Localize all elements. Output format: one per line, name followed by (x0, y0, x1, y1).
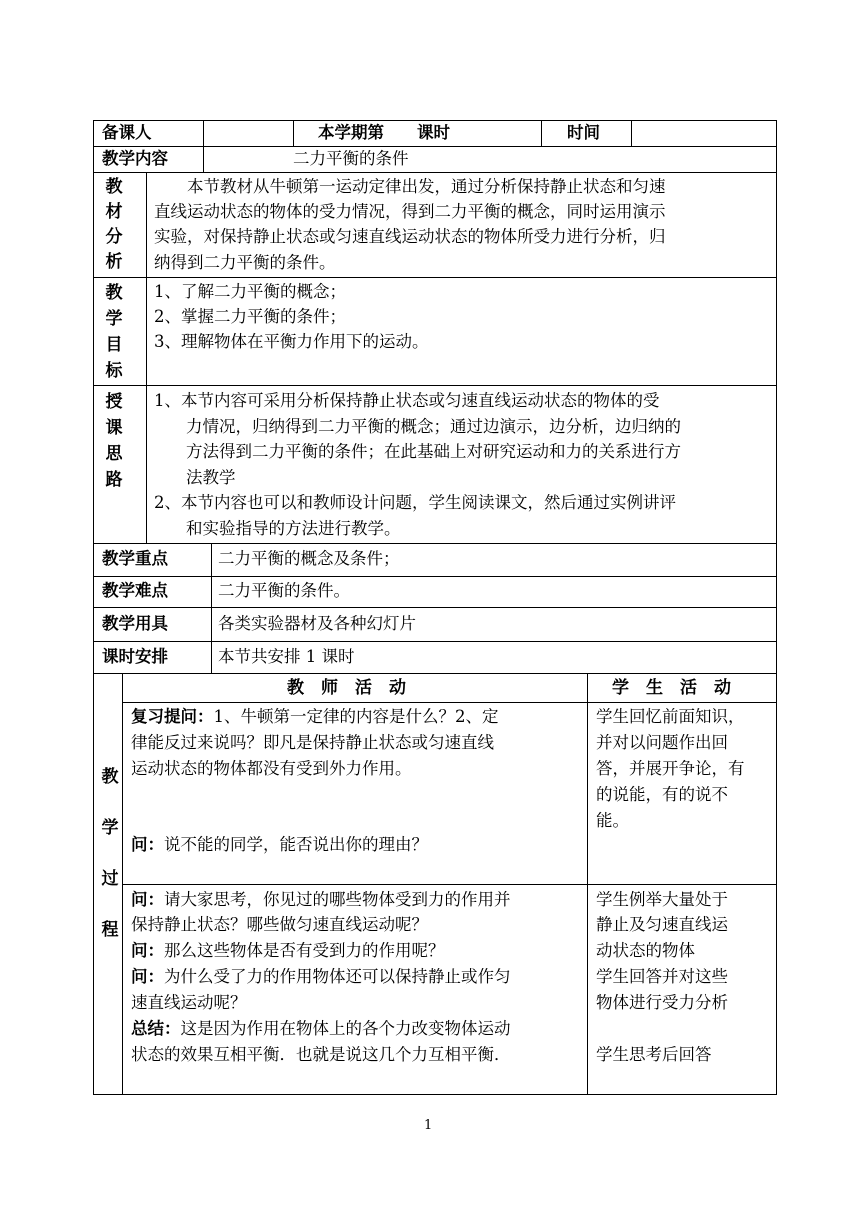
analysis-line: 直线运动状态的物体的受力情况，得到二力平衡的概念，同时运用演示 (154, 202, 666, 221)
key-points-label: 教学重点 (102, 549, 168, 568)
student-line: 并对以问题作出回 (596, 733, 728, 752)
content-label: 教学内容 (102, 149, 168, 168)
rule (93, 543, 777, 544)
goal-item: 3、理解物体在平衡力作用下的运动。 (154, 332, 429, 351)
analysis-line: 纳得到二力平衡的条件。 (154, 253, 336, 272)
process-label: 教 学 过 程 (101, 767, 119, 940)
schedule-label: 课时安排 (102, 647, 168, 666)
review-line: 运动状态的物体都没有受到外力作用。 (131, 759, 412, 778)
analysis-line: 本节教材从牛顿第一运动定律出发，通过分析保持静止状态和匀速 (154, 177, 666, 196)
rule (93, 673, 777, 674)
tools-value: 各类实验器材及各种幻灯片 (218, 614, 416, 633)
approach-label: 授 课 思 路 (105, 392, 123, 490)
question-3-line: 速直线运动呢？ (131, 993, 247, 1012)
approach-line: 力情况，归纳得到二力平衡的概念；通过边演示，边分析，边归纳的 (186, 417, 681, 436)
analysis-line: 实验，对保持静止状态或匀速直线运动状态的物体所受力进行分析，归 (154, 227, 666, 246)
student-line: 学生思考后回答 (596, 1045, 712, 1064)
rule (93, 385, 777, 386)
content-value: 二力平衡的条件 (293, 149, 409, 168)
rule (541, 120, 542, 147)
student-line: 能。 (596, 811, 629, 830)
student-activity-header: 学 生 活 动 (612, 678, 731, 698)
semester-label: 本学期第 课时 (318, 123, 450, 142)
rule (122, 702, 777, 703)
rule (631, 120, 632, 147)
page-number: 1 (424, 1118, 433, 1133)
review-question: 复习提问：1、牛顿第一定律的内容是什么？2、定 (131, 707, 499, 726)
followup-question: 问：说不能的同学，能否说出你的理由？ (131, 835, 428, 854)
question-3: 问：为什么受了力的作用物体还可以保持静止或作匀 (131, 967, 511, 986)
approach-line: 方法得到二力平衡的条件；在此基础上对研究运动和力的关系进行方 (186, 442, 681, 461)
goals-label: 教 学 目 标 (105, 283, 123, 381)
approach-line: 1、本节内容可采用分析保持静止状态或匀速直线运动状态的物体的受 (154, 391, 660, 410)
review-line: 律能反过来说吗？即凡是保持静止状态或匀速直线 (131, 733, 494, 752)
rule (146, 172, 147, 543)
teacher-activity-header: 教 师 活 动 (287, 678, 406, 698)
rule (93, 146, 777, 147)
rule (93, 576, 777, 577)
student-line: 的说能，有的说不 (596, 785, 728, 804)
student-line: 静止及匀速直线运 (596, 915, 728, 934)
question-1: 问：请大家思考，你见过的哪些物体受到力的作用并 (131, 890, 511, 909)
schedule-value: 本节共安排 1 课时 (218, 647, 355, 666)
approach-line: 2、本节内容也可以和教师设计问题，学生阅读课文，然后通过实例讲评 (154, 493, 676, 512)
preparer-label: 备课人 (102, 123, 152, 142)
student-line: 学生例举大量处于 (596, 890, 728, 909)
key-points-value: 二力平衡的概念及条件； (218, 549, 400, 568)
time-label: 时间 (567, 123, 600, 142)
difficulty-value: 二力平衡的条件。 (218, 581, 350, 600)
student-line: 动状态的物体 (596, 941, 695, 960)
rule (93, 607, 777, 608)
table-border-top (93, 120, 777, 121)
student-line: 答，并展开争论，有 (596, 759, 745, 778)
approach-line: 和实验指导的方法进行教学。 (186, 519, 401, 538)
rule (93, 172, 777, 173)
question-1-line: 保持静止状态？哪些做匀速直线运动呢？ (131, 915, 428, 934)
tools-label: 教学用具 (102, 614, 168, 633)
difficulty-label: 教学难点 (102, 581, 168, 600)
analysis-label: 教 材 分 析 (105, 177, 123, 272)
rule (293, 120, 294, 147)
summary: 总结：这是因为作用在物体上的各个力改变物体运动 (131, 1019, 511, 1038)
question-2: 问：那么这些物体是否有受到力的作用呢？ (131, 941, 445, 960)
rule (93, 277, 777, 278)
goal-item: 2、掌握二力平衡的条件； (154, 307, 346, 326)
student-line: 学生回忆前面知识， (596, 707, 745, 726)
rule (587, 673, 588, 1094)
table-border-bottom (93, 1094, 777, 1095)
rule (122, 884, 777, 885)
summary-line: 状态的效果互相平衡．也就是说这几个力互相平衡． (131, 1045, 511, 1064)
approach-line: 法教学 (186, 468, 236, 487)
student-line: 学生回答并对这些 (596, 967, 728, 986)
rule (203, 120, 204, 172)
rule (211, 543, 212, 673)
rule (93, 641, 777, 642)
student-line: 物体进行受力分析 (596, 993, 728, 1012)
goal-item: 1、了解二力平衡的概念； (154, 282, 346, 301)
